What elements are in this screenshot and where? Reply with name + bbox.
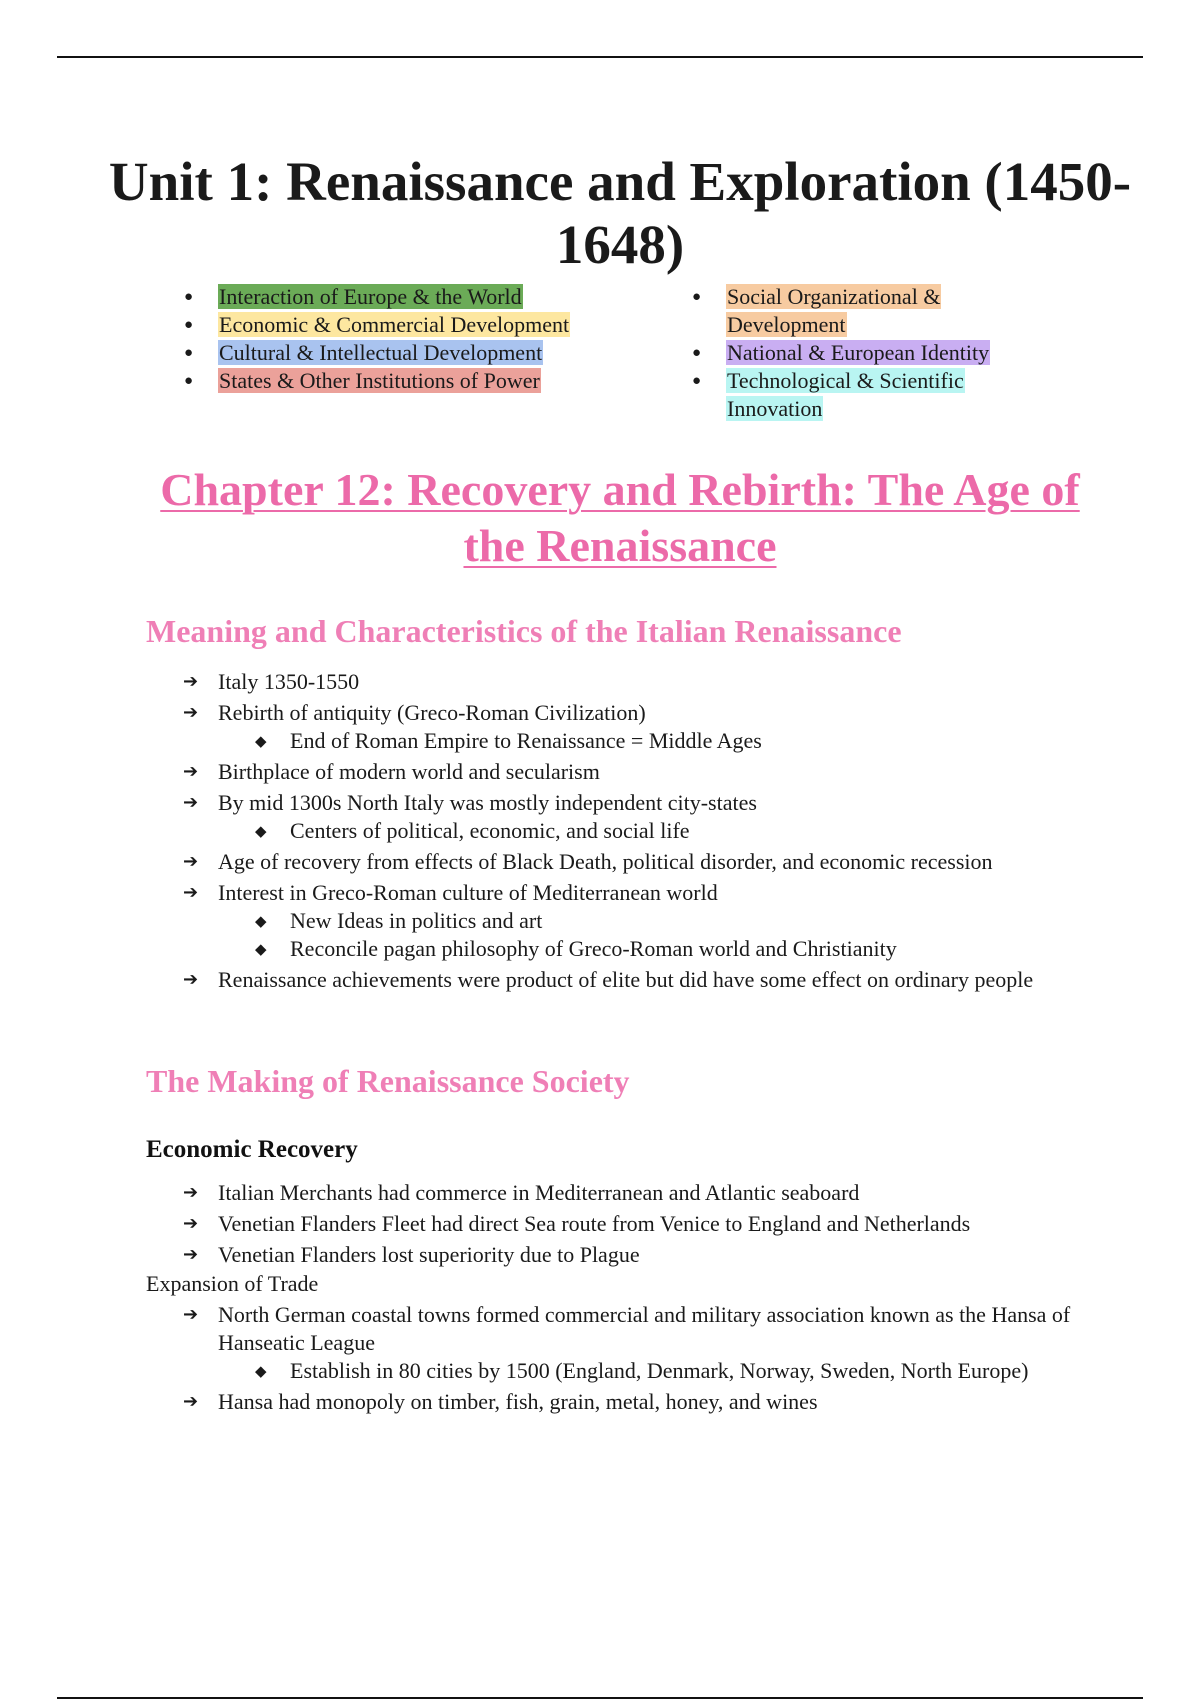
list-item: ➔ Italy 1350-1550 xyxy=(218,668,1088,696)
page-title: Unit 1: Renaissance and Exploration (1450-1648) xyxy=(108,151,1132,275)
economic-recovery-list xyxy=(218,1179,1088,1272)
sub-list-item: ◆ Reconcile pagan philosophy of Greco-Roman world and Christianity xyxy=(290,935,1088,963)
sub-list-item: ◆ New Ideas in politics and art xyxy=(290,907,1088,935)
sub-list xyxy=(218,1357,1088,1385)
theme-item xyxy=(218,367,598,395)
list-item xyxy=(218,699,1088,755)
theme-label: Technological & Scientific Innovation xyxy=(727,368,964,421)
sub-list-item: ◆ Centers of political, economic, and social life xyxy=(290,817,1088,845)
section-heading-society: The Making of Renaissance Society xyxy=(146,1063,630,1099)
sub-list-item: ◆ Establish in 80 cities by 1500 (England, Denmark, Norway, Sweden, North Europe) xyxy=(290,1357,1088,1385)
theme-label: Social Organizational & Development xyxy=(727,284,941,337)
list-item: ➔ Age of recovery from effects of Black Death, political disorder, and economic recession xyxy=(218,848,1088,876)
theme-label: States & Other Institutions of Power xyxy=(219,368,540,393)
theme-label: Interaction of Europe & the World xyxy=(219,284,522,309)
expansion-of-trade-list xyxy=(218,1301,1088,1419)
sub-list xyxy=(218,817,1088,845)
economic-recovery-heading: Economic Recovery xyxy=(146,1136,358,1163)
theme-item xyxy=(218,283,598,311)
theme-item xyxy=(726,367,1046,423)
list-item: ➔ Venetian Flanders lost superiority due to Plague xyxy=(218,1241,1088,1269)
footer-rule xyxy=(57,1697,1143,1699)
chapter-title: Chapter 12: Recovery and Rebirth: The Age of the Renaissance xyxy=(160,464,1080,571)
theme-item xyxy=(726,283,1046,339)
header-rule xyxy=(57,56,1143,58)
list-item xyxy=(218,879,1088,963)
list-item: ➔ Venetian Flanders Fleet had direct Sea route from Venice to England and Netherlands xyxy=(218,1210,1088,1238)
list-item xyxy=(218,1301,1088,1385)
list-item: ➔ Hansa had monopoly on timber, fish, grain, metal, honey, and wines xyxy=(218,1388,1088,1416)
sub-list-item: ◆ End of Roman Empire to Renaissance = Middle Ages xyxy=(290,727,1088,755)
list-item-text: Interest in Greco-Roman culture of Mediterranean world xyxy=(218,880,718,905)
sub-list xyxy=(218,907,1088,963)
theme-label: Economic & Commercial Development xyxy=(219,312,570,337)
theme-item xyxy=(218,339,598,367)
meaning-list xyxy=(218,668,1088,997)
theme-list-left xyxy=(218,283,598,395)
theme-item xyxy=(726,339,1046,367)
theme-label: Cultural & Intellectual Development xyxy=(219,340,543,365)
list-item-text: Rebirth of antiquity (Greco-Roman Civilization) xyxy=(218,700,646,725)
section-heading-meaning: Meaning and Characteristics of the Italian Renaissance xyxy=(146,613,902,649)
theme-label: National & European Identity xyxy=(727,340,990,365)
list-item: ➔ Italian Merchants had commerce in Mediterranean and Atlantic seaboard xyxy=(218,1179,1088,1207)
list-item: ➔ Renaissance achievements were product of elite but did have some effect on ordinary people xyxy=(218,966,1088,994)
list-item xyxy=(218,789,1088,845)
sub-list xyxy=(218,727,1088,755)
list-item-text: By mid 1300s North Italy was mostly independent city-states xyxy=(218,790,757,815)
list-item: ➔ Birthplace of modern world and secularism xyxy=(218,758,1088,786)
list-item-text: North German coastal towns formed commercial and military association known as the Hansa of Hanseatic League xyxy=(218,1302,1071,1355)
theme-item xyxy=(218,311,598,339)
expansion-of-trade-heading: Expansion of Trade xyxy=(146,1271,319,1296)
theme-list-right xyxy=(726,283,1046,423)
